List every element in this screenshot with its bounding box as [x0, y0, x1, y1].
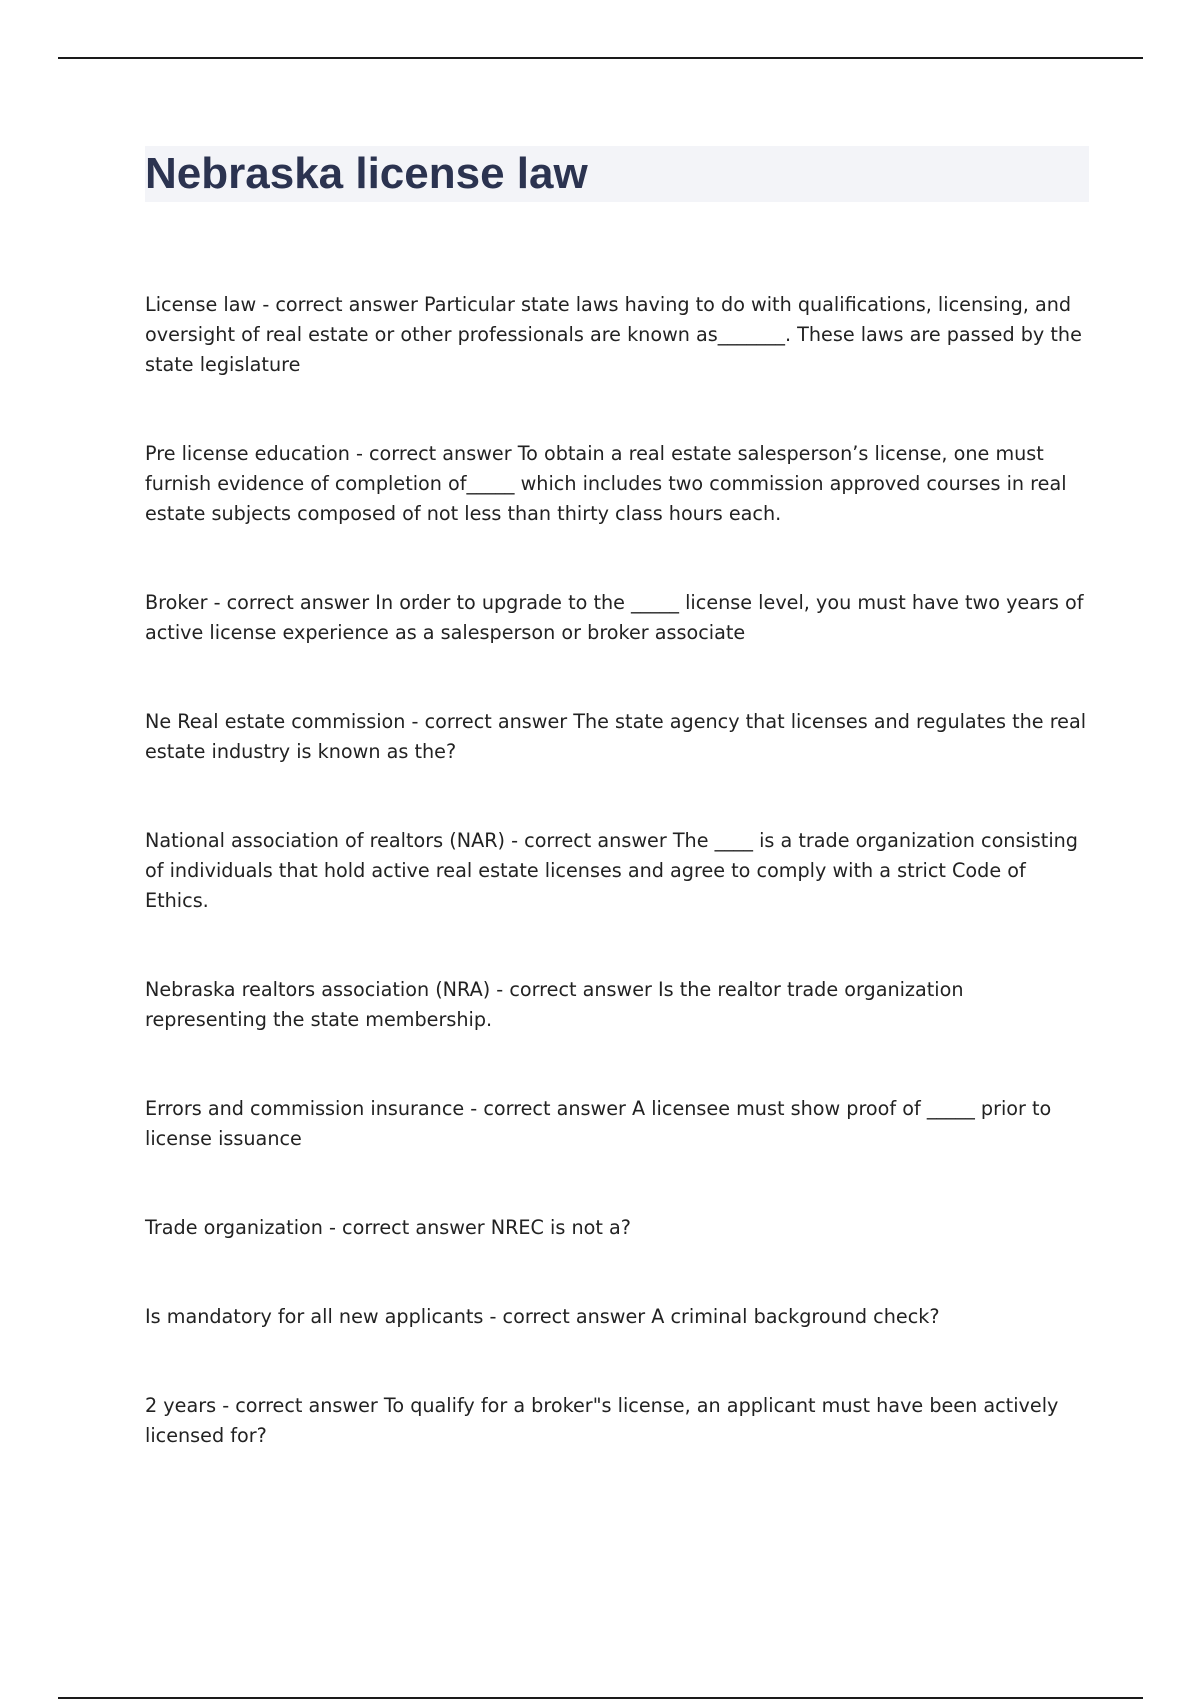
flashcard-entry: Ne Real estate commission - correct answer The state agency that licenses and regulates the real estate industry is known as the? [145, 710, 1087, 763]
flashcard-entry: National association of realtors (NAR) - correct answer The ____ is a trade organization consisting of individuals that hold active real estate licenses and agree to comply with a strict Code of Ethics. [145, 829, 1078, 912]
flashcard-entry: Is mandatory for all new applicants - correct answer A criminal background check? [145, 1305, 940, 1328]
flashcard-entry: Trade organization - correct answer NREC is not a? [145, 1216, 631, 1239]
top-rule [58, 57, 1143, 59]
page-title: Nebraska license law [145, 149, 588, 198]
flashcard-entry: Broker - correct answer In order to upgrade to the _____ license level, you must have two years of active license experience as a salesperson or broker associate [145, 591, 1084, 644]
flashcard-entry: Errors and commission insurance - correct answer A licensee must show proof of _____ prior to license issuance [145, 1097, 1052, 1150]
flashcard-entry: Nebraska realtors association (NRA) - correct answer Is the realtor trade organization representing the state membership. [145, 978, 964, 1031]
bottom-rule [58, 1697, 1143, 1699]
flashcard-entry: Pre license education - correct answer To obtain a real estate salesperson’s license, one must furnish evidence of completion of_____ which includes two commission approved courses in real estate subjects composed of not less than thirty class hours each. [145, 442, 1067, 525]
flashcard-list [145, 290, 1090, 1510]
flashcard-entry: 2 years - correct answer To qualify for a broker"s license, an applicant must have been actively licensed for? [145, 1394, 1059, 1447]
flashcard-entry: License law - correct answer Particular state laws having to do with qualifications, licensing, and oversight of real estate or other professionals are known as_______. These laws are passed by the state legislature [145, 293, 1082, 376]
